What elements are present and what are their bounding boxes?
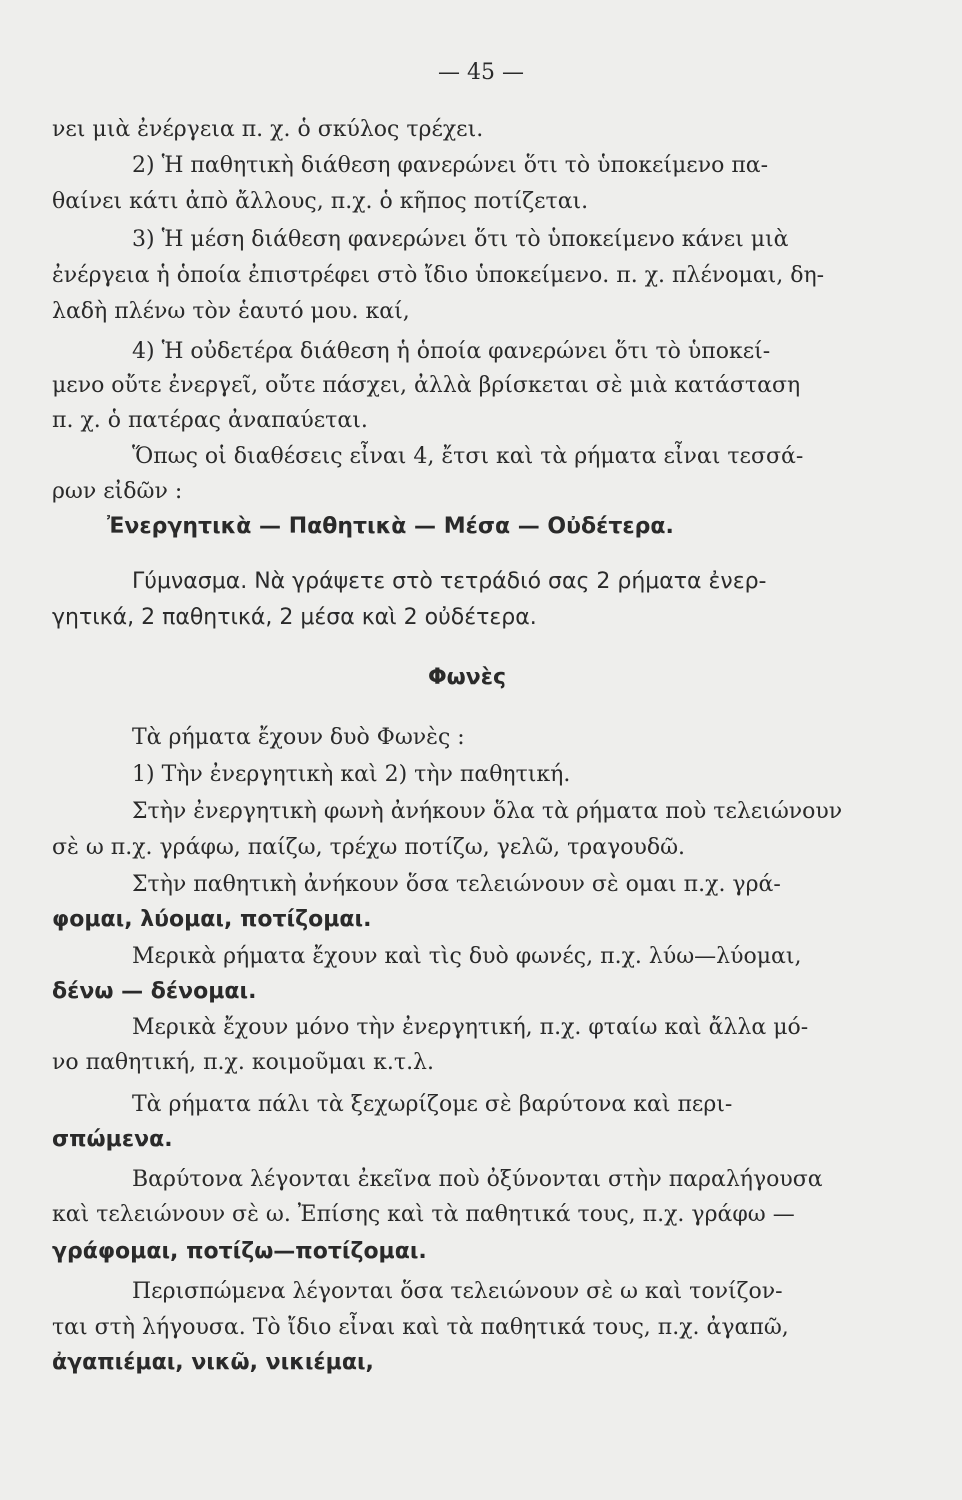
text-line: θαίνει κάτι ἀπὸ ἄλλους, π.χ. ὁ κῆπος ποτίζεται.: [52, 189, 589, 214]
page-number: — 45 —: [438, 60, 524, 85]
text-line: 1) Τὴν ἐνεργητικὴ καὶ 2) τὴν παθητική.: [132, 762, 571, 787]
text-line: νει μιὰ ἐνέργεια π. χ. ὁ σκύλος τρέχει.: [52, 117, 484, 142]
text-line: μενο οὔτε ἐνεργεῖ, οὔτε πάσχει, ἀλλὰ βρίσκεται σὲ μιὰ κατάσταση: [52, 373, 801, 398]
text-line: Μερικὰ ἔχουν μόνο τὴν ἐνεργητική, π.χ. φταίω καὶ ἄλλα μό-: [132, 1015, 809, 1040]
text-line: Βαρύτονα λέγονται ἐκεῖνα ποὺ ὀξύνονται στὴν παραλήγουσα: [132, 1167, 823, 1192]
text-line: Μερικὰ ρήματα ἔχουν καὶ τὶς δυὸ φωνές, π.χ. λύω—λύομαι,: [132, 944, 802, 969]
text-line: φομαι, λύομαι, ποτίζομαι.: [52, 907, 372, 932]
text-line: σπώμενα.: [52, 1127, 173, 1152]
text-line: Τὰ ρήματα πάλι τὰ ξεχωρίζομε σὲ βαρύτονα καὶ περι-: [132, 1092, 733, 1117]
text-line: Τὰ ρήματα ἔχουν δυὸ Φωνὲς :: [132, 725, 465, 750]
text-line: νο παθητική, π.χ. κοιμοῦμαι κ.τ.λ.: [52, 1050, 434, 1075]
text-line: ρων εἰδῶν :: [52, 479, 183, 504]
section-title: Φωνὲς: [427, 665, 507, 690]
text-line: σὲ ω π.χ. γράφω, παίζω, τρέχω ποτίζω, γελῶ, τραγουδῶ.: [52, 835, 686, 860]
text-line: ἀγαπιέμαι, νικῶ, νικιέμαι,: [52, 1350, 374, 1375]
text-line: π. χ. ὁ πατέρας ἀναπαύεται.: [52, 408, 368, 433]
text-line: 2) Ἡ παθητικὴ διάθεση φανερώνει ὅτι τὸ ὑποκείμενο πα-: [132, 153, 769, 178]
text-line: Στὴν ἐνεργητικὴ φωνὴ ἀνήκουν ὅλα τὰ ρήματα ποὺ τελειώνουν: [132, 799, 843, 824]
text-line: γράφομαι, ποτίζω—ποτίζομαι.: [52, 1239, 427, 1264]
verb-types-heading: Ἐνεργητικὰ — Παθητικὰ — Μέσα — Οὐδέτερα.: [107, 514, 674, 539]
text-line: Στὴν παθητικὴ ἀνήκουν ὅσα τελειώνουν σὲ ομαι π.χ. γρά-: [132, 872, 781, 897]
text-line: ἐνέργεια ἡ ὁποία ἐπιστρέφει στὸ ἴδιο ὑποκείμενο. π. χ. πλένομαι, δη-: [52, 263, 825, 288]
text-line: ται στὴ λήγουσα. Τὸ ἴδιο εἶναι καὶ τὰ παθητικά τους, π.χ. ἀγαπῶ,: [52, 1315, 789, 1340]
text-line: Ὅπως οἱ διαθέσεις εἶναι 4, ἔτσι καὶ τὰ ρήματα εἶναι τεσσά-: [132, 444, 804, 469]
text-line: λαδὴ πλένω τὸν ἑαυτό μου. καί,: [52, 299, 410, 324]
text-line: 4) Ἡ οὐδετέρα διάθεση ἡ ὁποία φανερώνει ὅτι τὸ ὑποκεί-: [132, 339, 771, 364]
exercise-line: Γύμνασμα. Νὰ γράψετε στὸ τετράδιό σας 2 ρήματα ἐνερ-: [132, 569, 767, 594]
text-line: καὶ τελειώνουν σὲ ω. Ἐπίσης καὶ τὰ παθητικά τους, π.χ. γράφω —: [52, 1202, 795, 1227]
text-line: δένω — δένομαι.: [52, 979, 257, 1004]
text-line: Περισπώμενα λέγονται ὅσα τελειώνουν σὲ ω καὶ τονίζον-: [132, 1279, 783, 1304]
exercise-line: γητικά, 2 παθητικά, 2 μέσα καὶ 2 οὐδέτερα.: [52, 605, 537, 630]
text-line: 3) Ἡ μέση διάθεση φανερώνει ὅτι τὸ ὑποκείμενο κάνει μιὰ: [132, 227, 789, 252]
